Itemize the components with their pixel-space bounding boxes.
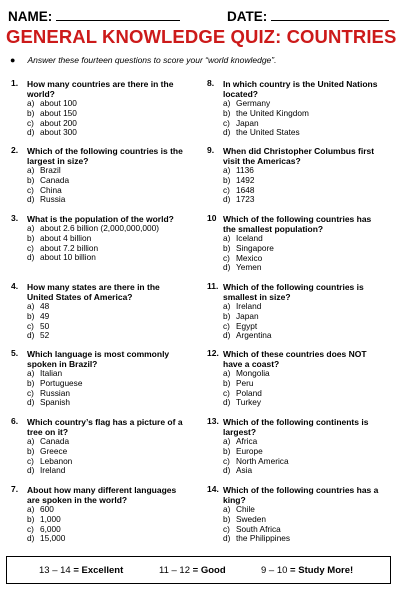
question-4 (11, 282, 183, 341)
option-text: Brazil (40, 165, 61, 175)
score-range: 13 – 14 (39, 565, 71, 576)
option-letter: a) (27, 504, 35, 514)
option-text: Italian (40, 368, 63, 378)
question-number: 3. (11, 213, 19, 223)
question-14 (207, 485, 379, 544)
question-13 (207, 417, 379, 476)
score-good (159, 565, 226, 576)
option-text: Mexico (236, 252, 263, 263)
question-text: Which of the following countries has the smallest population? (223, 214, 372, 234)
question-number: 13. (207, 416, 219, 426)
score-excellent (39, 565, 123, 576)
option-letter: d) (27, 127, 35, 138)
answer-options (27, 166, 183, 205)
option-letter: b) (223, 377, 231, 388)
option-letter: d) (223, 533, 231, 544)
question-number: 11. (207, 281, 219, 291)
option-text: Spanish (40, 397, 70, 408)
option-letter: d) (27, 533, 35, 544)
option-text: South Africa (236, 523, 281, 534)
answer-options (223, 302, 379, 341)
name-field[interactable] (8, 8, 180, 24)
option-text: Mongolia (236, 368, 270, 378)
option-text: 15,000 (40, 533, 66, 544)
scoring-box (6, 556, 391, 584)
option-letter: b) (27, 174, 35, 185)
option-letter: a) (27, 436, 35, 446)
option-letter: c) (223, 320, 230, 331)
header-row (8, 8, 393, 28)
score-result: Study More! (298, 565, 354, 576)
option-letter: c) (27, 117, 34, 128)
option-letter: c) (27, 320, 34, 331)
option-text: Chile (236, 504, 255, 514)
option-letter: a) (223, 301, 231, 311)
option-text: 1136 (236, 165, 254, 175)
option-letter: d) (27, 465, 35, 476)
option-text: Ireland (236, 301, 262, 311)
score-result: Excellent (81, 565, 124, 576)
option-text: China (40, 184, 62, 195)
date-label: DATE: (227, 9, 268, 24)
answer-option[interactable] (27, 466, 183, 476)
option-letter: b) (223, 242, 231, 253)
answer-option[interactable] (27, 128, 183, 138)
option-text: Ireland (40, 465, 66, 476)
option-text: the Philippines (236, 533, 290, 544)
question-2 (11, 146, 183, 205)
option-text: about 4 billion (40, 232, 92, 243)
option-letter: c) (27, 184, 34, 195)
option-letter: d) (223, 330, 231, 341)
option-letter: b) (27, 232, 35, 243)
option-letter: b) (27, 513, 35, 524)
question-number: 7. (11, 484, 19, 494)
question-11 (207, 282, 379, 341)
instructions (10, 55, 390, 65)
option-letter: c) (27, 523, 34, 534)
option-text: 49 (40, 310, 50, 321)
option-text: 6,000 (40, 523, 61, 534)
score-range: 11 – 12 (159, 565, 190, 576)
option-text: about 100 (40, 98, 77, 108)
question-number: 10 (207, 213, 217, 223)
option-letter: c) (27, 242, 34, 253)
option-text: about 300 (40, 127, 77, 138)
option-text: 1723 (236, 194, 255, 205)
option-text: Singapore (236, 242, 274, 253)
option-letter: b) (223, 310, 231, 321)
question-text: When did Christopher Columbus first visit the Americas? (223, 146, 375, 166)
answer-option[interactable] (27, 312, 183, 322)
option-text: Peru (236, 377, 254, 388)
option-letter: a) (223, 233, 231, 243)
answer-option[interactable] (223, 263, 379, 273)
option-letter: c) (27, 387, 34, 398)
option-text: Japan (236, 310, 259, 321)
question-8 (207, 79, 379, 138)
option-text: Russia (40, 194, 66, 205)
option-text: Poland (236, 387, 262, 398)
option-letter: a) (223, 368, 231, 378)
answer-options (27, 224, 183, 263)
option-text: 1,000 (40, 513, 61, 524)
option-text: about 7.2 billion (40, 242, 99, 253)
option-text: Canada (40, 436, 70, 446)
question-text: Which of the following countries is the largest in size? (27, 146, 183, 166)
answer-options (223, 166, 379, 205)
option-letter: b) (27, 107, 35, 118)
answer-option[interactable] (27, 195, 183, 205)
option-letter: a) (223, 98, 231, 108)
option-letter: b) (27, 377, 35, 388)
option-text: Egypt (236, 320, 258, 331)
option-letter: c) (27, 455, 34, 466)
option-letter: d) (27, 330, 35, 341)
answer-options (223, 505, 379, 544)
answer-option[interactable] (27, 398, 183, 408)
date-field[interactable] (227, 8, 389, 24)
option-text: Germany (236, 98, 271, 108)
option-text: Turkey (236, 397, 262, 408)
question-number: 9. (207, 145, 215, 155)
question-12 (207, 349, 379, 408)
score-result: Good (200, 565, 226, 576)
option-letter: c) (223, 117, 230, 128)
question-9 (207, 146, 379, 205)
question-text: Which of the following countries has a king? (223, 485, 379, 505)
option-letter: d) (223, 262, 231, 273)
option-letter: d) (27, 397, 35, 408)
question-5 (11, 349, 183, 408)
option-letter: b) (223, 174, 231, 185)
option-letter: d) (27, 194, 35, 205)
answer-option[interactable] (223, 195, 379, 205)
option-text: Argentina (236, 330, 272, 341)
question-text: What is the population of the world? (27, 214, 174, 224)
answer-option[interactable] (27, 534, 183, 544)
question-text: How many countries are there in the world? (27, 79, 174, 99)
option-letter: d) (223, 397, 231, 408)
score-study-more (261, 565, 353, 576)
option-letter: a) (223, 436, 231, 446)
bullet-icon: ● (10, 55, 16, 65)
option-letter: c) (223, 387, 230, 398)
answer-option[interactable] (27, 253, 183, 263)
question-number: 1. (11, 78, 19, 88)
name-line[interactable] (56, 8, 180, 21)
answer-options (27, 99, 183, 138)
option-text: 48 (40, 301, 50, 311)
option-text: North America (236, 455, 289, 466)
option-letter: d) (223, 465, 231, 476)
answer-options (223, 234, 379, 273)
option-text: 1492 (236, 174, 255, 185)
option-text: the United Kingdom (236, 107, 309, 118)
answer-option[interactable] (223, 466, 379, 476)
question-1 (11, 79, 183, 138)
question-number: 14. (207, 484, 219, 494)
option-letter: a) (27, 223, 35, 233)
option-text: Canada (40, 174, 70, 185)
option-letter: a) (27, 368, 35, 378)
score-range: 9 – 10 (261, 565, 288, 576)
option-text: 52 (40, 330, 50, 341)
option-letter: b) (27, 310, 35, 321)
option-letter: b) (223, 513, 231, 524)
answer-options (223, 437, 379, 476)
option-text: 600 (40, 504, 54, 514)
option-text: 50 (40, 320, 50, 331)
option-text: Yemen (236, 262, 262, 273)
option-text: Russian (40, 387, 70, 398)
option-text: about 10 billion (40, 252, 96, 263)
option-letter: a) (27, 98, 35, 108)
score-sep: = (70, 565, 82, 576)
option-text: about 200 (40, 117, 77, 128)
answer-option[interactable] (223, 534, 379, 544)
question-text: Which of the following countries is smallest in size? (223, 282, 364, 302)
option-letter: b) (223, 445, 231, 456)
question-number: 4. (11, 281, 19, 291)
option-text: Greece (40, 445, 68, 456)
option-letter: a) (27, 165, 35, 175)
question-text: Which of the following continents is largest? (223, 417, 369, 437)
option-text: Iceland (236, 233, 263, 243)
question-text: How many states are there in the United States of America? (27, 282, 160, 302)
answer-options (27, 505, 183, 544)
question-3 (11, 214, 183, 263)
option-text: Europe (236, 445, 263, 456)
score-sep: = (190, 565, 201, 576)
option-letter: c) (223, 184, 230, 195)
option-letter: d) (223, 127, 231, 138)
question-number: 2. (11, 145, 19, 155)
option-letter: c) (223, 252, 230, 263)
option-letter: a) (223, 165, 231, 175)
question-number: 12. (207, 348, 219, 358)
answer-options (27, 302, 183, 341)
question-text: Which country’s flag has a picture of a tree on it? (27, 417, 183, 437)
answer-options (27, 369, 183, 408)
question-text: Which of these countries does NOT have a coast? (223, 349, 367, 369)
answer-options (223, 99, 379, 138)
question-6 (11, 417, 183, 476)
quiz-title: GENERAL KNOWLEDGE QUIZ: COUNTRIES (6, 26, 397, 47)
answer-options (223, 369, 379, 408)
option-letter: d) (223, 194, 231, 205)
option-text: Japan (236, 117, 259, 128)
question-number: 6. (11, 416, 19, 426)
option-letter: c) (223, 523, 230, 534)
option-letter: d) (27, 252, 35, 263)
question-text: About how many different languages are spoken in the world? (27, 485, 177, 505)
date-line[interactable] (271, 8, 389, 21)
option-text: the United States (236, 127, 300, 138)
question-10 (207, 214, 379, 273)
answer-option[interactable] (27, 302, 183, 312)
option-letter: a) (27, 301, 35, 311)
score-sep: = (287, 565, 299, 576)
option-text: Lebanon (40, 455, 73, 466)
answer-option[interactable] (223, 331, 379, 341)
option-letter: b) (223, 107, 231, 118)
name-label: NAME: (8, 9, 53, 24)
question-number: 8. (207, 78, 215, 88)
answer-option[interactable] (27, 331, 183, 341)
answer-option[interactable] (223, 128, 379, 138)
option-letter: b) (27, 445, 35, 456)
answer-option[interactable] (223, 398, 379, 408)
option-letter: c) (223, 455, 230, 466)
question-number: 5. (11, 348, 19, 358)
option-text: about 2.6 billion (2,000,000,000) (40, 223, 160, 233)
question-text: Which language is most commonly spoken in Brazil? (27, 349, 170, 369)
option-text: Asia (236, 465, 253, 476)
answer-options (27, 437, 183, 476)
option-text: Portuguese (40, 377, 83, 388)
option-text: Africa (236, 436, 258, 446)
option-text: 1648 (236, 184, 255, 195)
answer-option[interactable] (27, 322, 183, 332)
option-text: Sweden (236, 513, 266, 524)
question-7 (11, 485, 183, 544)
option-letter: a) (223, 504, 231, 514)
instructions-text: Answer these fourteen questions to score your “world knowledge”. (27, 55, 277, 65)
option-text: about 150 (40, 107, 77, 118)
question-text: In which country is the United Nations located? (223, 79, 378, 99)
